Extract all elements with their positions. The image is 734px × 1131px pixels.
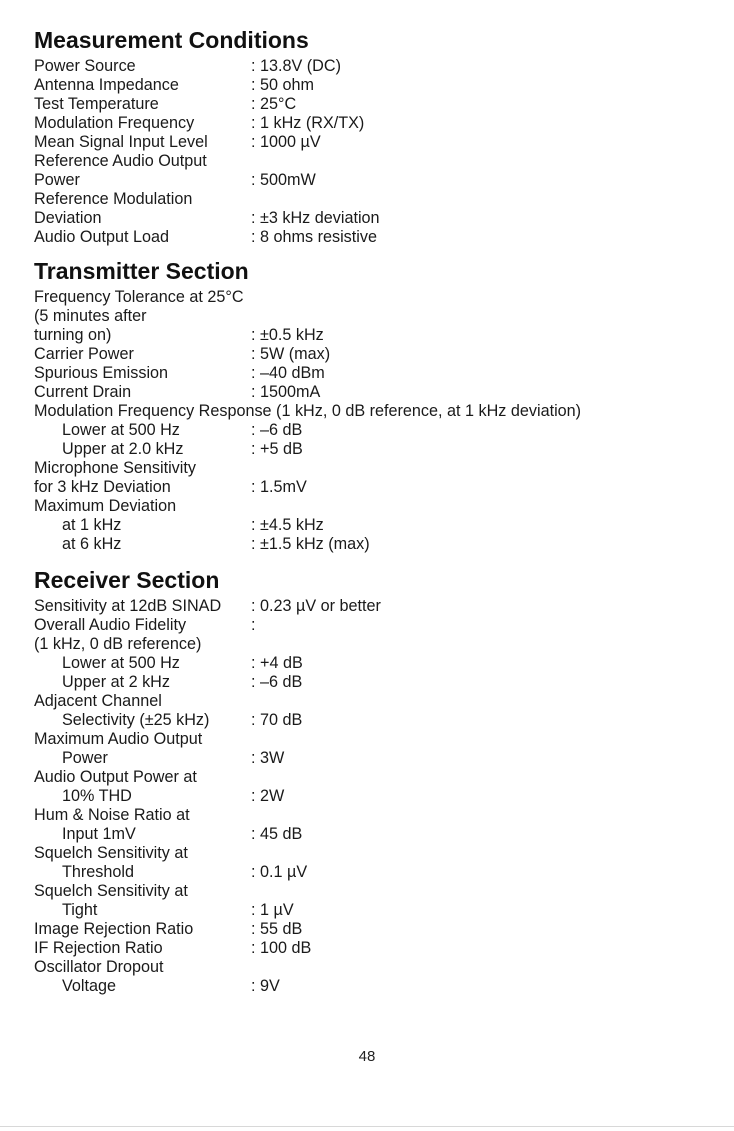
- spec-label: Microphone Sensitivity: [34, 459, 196, 477]
- spec-row: [34, 920, 714, 939]
- spec-value: : 8 ohms resistive: [251, 228, 377, 246]
- spec-row: [34, 133, 714, 152]
- spec-label: at 1 kHz: [62, 516, 122, 534]
- spec-label: (1 kHz, 0 dB reference): [34, 635, 202, 653]
- spec-label: Carrier Power: [34, 345, 134, 363]
- spec-row: [34, 692, 714, 711]
- spec-label: Power Source: [34, 57, 136, 75]
- spec-row: [34, 516, 714, 535]
- spec-value: : ±1.5 kHz (max): [251, 535, 370, 553]
- spec-row: [34, 288, 714, 307]
- spec-label: Audio Output Load: [34, 228, 170, 246]
- spec-label: Maximum Deviation: [34, 497, 177, 515]
- spec-row: [34, 152, 714, 171]
- section-title-receiver: Receiver Section: [34, 567, 220, 593]
- spec-label: Modulation Frequency: [34, 114, 195, 132]
- spec-row: [34, 209, 714, 228]
- spec-label: Modulation Frequency Response (1 kHz, 0 dB reference, at 1 kHz deviation): [34, 402, 582, 420]
- spec-page: [34, 26, 714, 996]
- spec-value: : 5W (max): [251, 345, 331, 363]
- spec-row: [34, 76, 714, 95]
- spec-value: : ±4.5 kHz: [251, 516, 324, 534]
- spec-value: : 45 dB: [251, 825, 303, 843]
- spec-value: : 50 ohm: [251, 76, 314, 94]
- spec-label: Antenna Impedance: [34, 76, 179, 94]
- spec-value: : +5 dB: [251, 440, 303, 458]
- spec-row: [34, 421, 714, 440]
- section-title-measurement-conditions: Measurement Conditions: [34, 27, 309, 53]
- spec-label: Selectivity (±25 kHz): [62, 711, 210, 729]
- spec-value: : 2W: [251, 787, 285, 805]
- spec-label: Threshold: [62, 863, 134, 881]
- spec-row: [34, 228, 714, 247]
- spec-row: [34, 459, 714, 478]
- spec-label: Input 1mV: [62, 825, 136, 843]
- spec-label: Upper at 2.0 kHz: [62, 440, 184, 458]
- spec-row: [34, 844, 714, 863]
- spec-row: [34, 535, 714, 554]
- spec-label: Hum & Noise Ratio at: [34, 806, 190, 824]
- spec-label: Squelch Sensitivity at: [34, 844, 188, 862]
- spec-value: : ±0.5 kHz: [251, 326, 324, 344]
- spec-row: [34, 635, 714, 654]
- spec-row: [34, 901, 714, 920]
- spec-row: [34, 190, 714, 209]
- spec-label: Spurious Emission: [34, 364, 169, 382]
- spec-value: : 0.1 µV: [251, 863, 308, 881]
- spec-row: [34, 882, 714, 901]
- spec-row: [34, 114, 714, 133]
- spec-row: [34, 383, 714, 402]
- spec-label: Tight: [62, 901, 98, 919]
- spec-value: : 55 dB: [251, 920, 303, 938]
- spec-value: : –6 dB: [251, 421, 303, 439]
- spec-value: : 70 dB: [251, 711, 303, 729]
- spec-row: [34, 402, 714, 421]
- spec-row: [34, 57, 714, 76]
- spec-row: [34, 307, 714, 326]
- spec-row: [34, 939, 714, 958]
- spec-label: Reference Audio Output: [34, 152, 207, 170]
- page-bottom-divider: [0, 1126, 734, 1127]
- spec-value: : 100 dB: [251, 939, 312, 957]
- spec-label: Squelch Sensitivity at: [34, 882, 188, 900]
- spec-row: [34, 711, 714, 730]
- spec-label: Reference Modulation: [34, 190, 193, 208]
- spec-row: [34, 440, 714, 459]
- spec-row: [34, 806, 714, 825]
- spec-label: Deviation: [34, 209, 102, 227]
- spec-label: Adjacent Channel: [34, 692, 162, 710]
- spec-label: Current Drain: [34, 383, 132, 401]
- spec-value: : 0.23 µV or better: [251, 597, 381, 615]
- spec-value: : 25°C: [251, 95, 297, 113]
- spec-label: Overall Audio Fidelity: [34, 616, 187, 634]
- spec-row: [34, 95, 714, 114]
- spec-value: : 3W: [251, 749, 285, 767]
- spec-row: [34, 787, 714, 806]
- page-number: 48: [358, 1048, 376, 1065]
- spec-value: :: [251, 616, 256, 634]
- spec-label: 10% THD: [62, 787, 132, 805]
- spec-label: Oscillator Dropout: [34, 958, 164, 976]
- spec-row: [34, 171, 714, 190]
- spec-value: : 1000 µV: [251, 133, 321, 151]
- spec-row: [34, 616, 714, 635]
- spec-value: : –40 dBm: [251, 364, 325, 382]
- spec-label: at 6 kHz: [62, 535, 122, 553]
- spec-label: Upper at 2 kHz: [62, 673, 170, 691]
- spec-value: : 1 µV: [251, 901, 294, 919]
- spec-row: [34, 654, 714, 673]
- spec-value: : 1 kHz (RX/TX): [251, 114, 365, 132]
- spec-label: Power: [62, 749, 108, 767]
- spec-row: [34, 326, 714, 345]
- spec-row: [34, 825, 714, 844]
- spec-row: [34, 977, 714, 996]
- spec-label: (5 minutes after: [34, 307, 147, 325]
- spec-label: Frequency Tolerance at 25°C: [34, 288, 244, 306]
- spec-value: : ±3 kHz deviation: [251, 209, 380, 227]
- spec-value: : 1.5mV: [251, 478, 307, 496]
- spec-label: turning on): [34, 326, 112, 344]
- spec-row: [34, 958, 714, 977]
- spec-row: [34, 749, 714, 768]
- section-title-transmitter: Transmitter Section: [34, 258, 249, 284]
- spec-row: [34, 345, 714, 364]
- spec-label: Audio Output Power at: [34, 768, 197, 786]
- spec-label: Maximum Audio Output: [34, 730, 203, 748]
- spec-row: [34, 597, 714, 616]
- spec-value: : –6 dB: [251, 673, 303, 691]
- measurement-conditions-list: [34, 57, 714, 247]
- spec-row: [34, 478, 714, 497]
- spec-label: Image Rejection Ratio: [34, 920, 194, 938]
- receiver-section-list: [34, 597, 714, 996]
- spec-value: : 9V: [251, 977, 280, 995]
- spec-value: : +4 dB: [251, 654, 303, 672]
- spec-label: IF Rejection Ratio: [34, 939, 163, 957]
- spec-label: Voltage: [62, 977, 117, 995]
- spec-label: for 3 kHz Deviation: [34, 478, 171, 496]
- spec-value: : 500mW: [251, 171, 316, 189]
- spec-label: Test Temperature: [34, 95, 159, 113]
- spec-label: Mean Signal Input Level: [34, 133, 208, 151]
- spec-row: [34, 673, 714, 692]
- spec-label: Lower at 500 Hz: [62, 654, 180, 672]
- spec-row: [34, 863, 714, 882]
- transmitter-section-list: [34, 288, 714, 554]
- spec-row: [34, 730, 714, 749]
- spec-row: [34, 364, 714, 383]
- spec-value: : 13.8V (DC): [251, 57, 341, 75]
- spec-row: [34, 768, 714, 787]
- spec-value: : 1500mA: [251, 383, 321, 401]
- spec-label: Power: [34, 171, 80, 189]
- spec-label: Sensitivity at 12dB SINAD: [34, 597, 222, 615]
- spec-label: Lower at 500 Hz: [62, 421, 180, 439]
- spec-row: [34, 497, 714, 516]
